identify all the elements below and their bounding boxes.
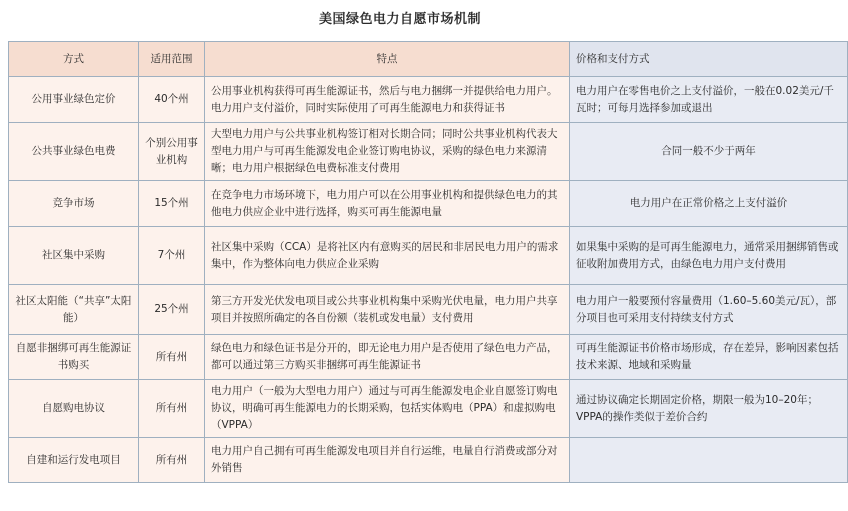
method-cell: 公共事业绿色电费	[9, 123, 139, 181]
scope-cell: 40个州	[139, 77, 205, 123]
method-cell: 自愿非捆绑可再生能源证书购买	[9, 335, 139, 380]
header-price: 价格和支付方式	[570, 42, 848, 77]
header-method: 方式	[9, 42, 139, 77]
scope-cell: 个别公用事业机构	[139, 123, 205, 181]
scope-cell: 所有州	[139, 335, 205, 380]
table-row	[9, 380, 848, 438]
features-cell: 大型电力用户与公共事业机构签订相对长期合同；同时公共事业机构代表大型电力用户与可再生能源发电企业签订购电协议，采购的绿色电力来源清晰；电力用户根据绿色电费标准支付费用	[205, 123, 570, 181]
method-cell: 自愿购电协议	[9, 380, 139, 438]
table-row	[9, 181, 848, 227]
features-cell: 公用事业机构获得可再生能源证书，然后与电力捆绑一并提供给电力用户。电力用户支付溢价，同时实际使用了可再生能源电力和获得证书	[205, 77, 570, 123]
table-row	[9, 123, 848, 181]
table-row	[9, 438, 848, 483]
features-cell: 绿色电力和绿色证书是分开的，即无论电力用户是否使用了绿色电力产品，都可以通过第三方购买非捆绑可再生能源证书	[205, 335, 570, 380]
scope-cell: 15个州	[139, 181, 205, 227]
features-cell: 电力用户（一般为大型电力用户）通过与可再生能源发电企业自愿签订购电协议，明确可再生能源电力的长期采购，包括实体购电（PPA）和虚拟购电（VPPA）	[205, 380, 570, 438]
table-title: 美国绿色电力自愿市场机制	[318, 12, 481, 27]
scope-cell: 25个州	[139, 285, 205, 335]
price-cell: 如果集中采购的是可再生能源电力，通常采用捆绑销售或征收附加费用方式，由绿色电力用户支付费用	[570, 227, 848, 285]
header-scope: 适用范围	[139, 42, 205, 77]
price-cell: 电力用户在正常价格之上支付溢价	[570, 181, 848, 227]
table-row	[9, 77, 848, 123]
method-cell: 竞争市场	[9, 181, 139, 227]
method-cell: 自建和运行发电项目	[9, 438, 139, 483]
price-cell	[570, 438, 848, 483]
scope-cell: 所有州	[139, 438, 205, 483]
price-cell: 通过协议确定长期固定价格，期限一般为10–20年；VPPA的操作类似于差价合约	[570, 380, 848, 438]
green-power-mechanism-table	[8, 41, 848, 483]
table-row	[9, 335, 848, 380]
features-cell: 电力用户自己拥有可再生能源发电项目并自行运维，电量自行消费或部分对外销售	[205, 438, 570, 483]
price-cell: 合同一般不少于两年	[570, 123, 848, 181]
table-row	[9, 227, 848, 285]
scope-cell: 所有州	[139, 380, 205, 438]
price-cell: 电力用户在零售电价之上支付溢价，一般在0.02美元/千瓦时；可每月选择参加或退出	[570, 77, 848, 123]
scope-cell: 7个州	[139, 227, 205, 285]
method-cell: 社区集中采购	[9, 227, 139, 285]
price-cell: 可再生能源证书价格市场形成，存在差异，影响因素包括技术来源、地域和采购量	[570, 335, 848, 380]
price-cell: 电力用户一般要预付容量费用（1.60–5.60美元/瓦），部分项目也可采用支付持续支付方式	[570, 285, 848, 335]
features-cell: 第三方开发光伏发电项目或公共事业机构集中采购光伏电量，电力用户共享项目并按照所确定的各自份额（装机或发电量）支付费用	[205, 285, 570, 335]
header-features: 特点	[205, 42, 570, 77]
table-row	[9, 285, 848, 335]
method-cell: 社区太阳能（“共享”太阳能）	[9, 285, 139, 335]
method-cell: 公用事业绿色定价	[9, 77, 139, 123]
header-row	[9, 42, 848, 77]
features-cell: 社区集中采购（CCA）是将社区内有意购买的居民和非居民电力用户的需求集中，作为整体向电力供应企业采购	[205, 227, 570, 285]
features-cell: 在竞争电力市场环境下，电力用户可以在公用事业机构和提供绿色电力的其他电力供应企业中进行选择，购买可再生能源电量	[205, 181, 570, 227]
